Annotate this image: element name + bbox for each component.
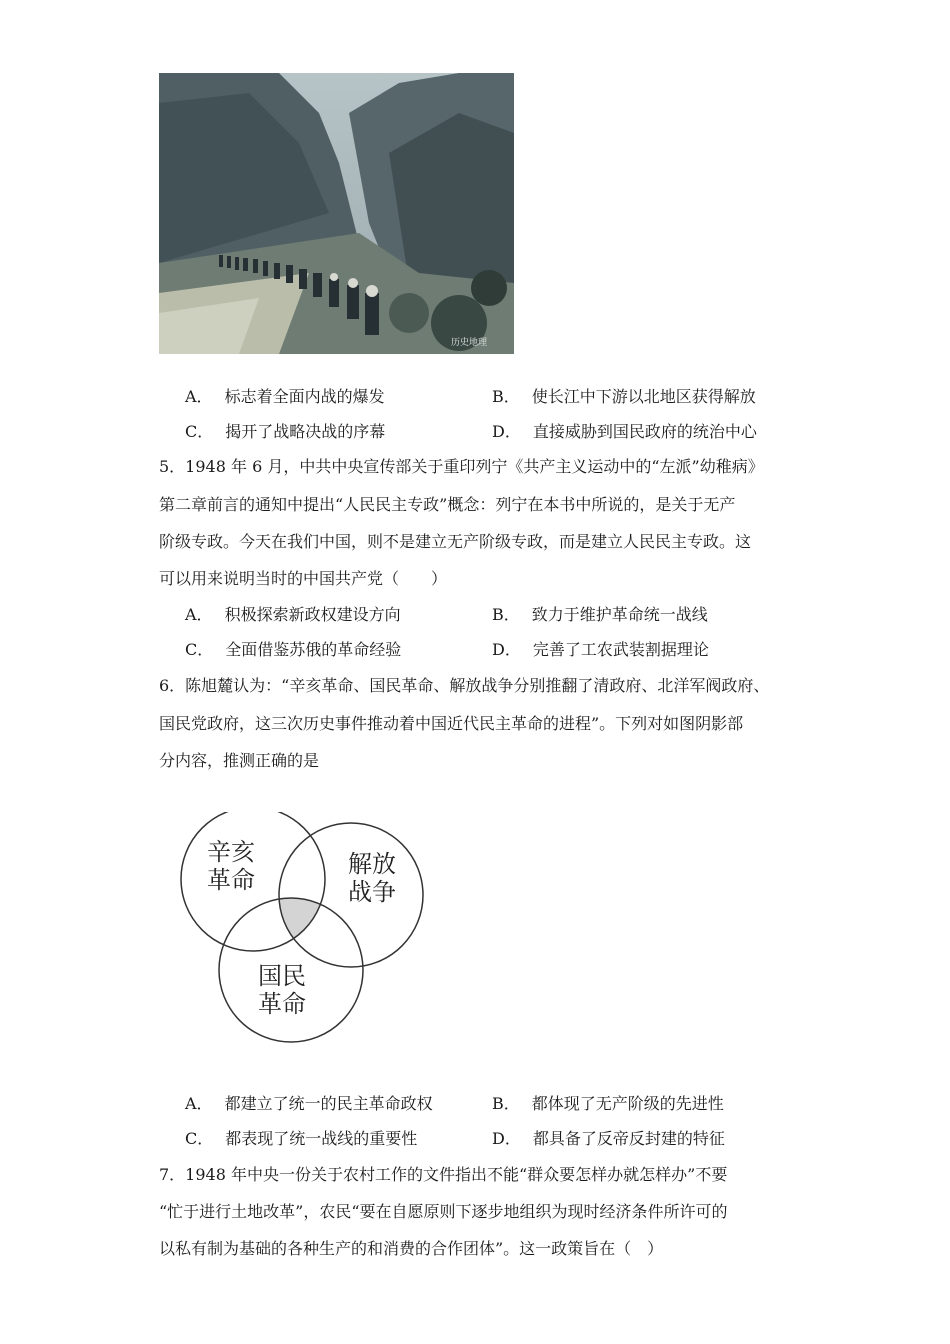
q5-stem-line: 5．1948 年 6 月，中共中央宣传部关于重印列宁《共产主义运动中的“左派”幼稚病》	[159, 457, 764, 476]
q6-stem-line: 6．陈旭麓认为：“辛亥革命、国民革命、解放战争分别推翻了清政府、北洋军阀政府、	[159, 676, 770, 695]
venn-label: 辛亥	[207, 838, 255, 866]
q7-stem-line: 以私有制为基础的各种生产的和消费的合作团体”。这一政策旨在（ ）	[159, 1239, 664, 1258]
venn-label: 解放	[348, 850, 396, 878]
q7-stem-line: “忙于进行土地改革”，农民“要在自愿原则下逐步地组织为现时经济条件所许可的	[159, 1202, 728, 1221]
q6-option-d[interactable]: D． 都具备了反帝反封建的特征	[492, 1129, 725, 1148]
q5-option-a[interactable]: A． 积极探索新政权建设方向	[185, 605, 401, 624]
q7-stem-line: 7．1948 年中央一份关于农村工作的文件指出不能“群众要怎样办就怎样办”不要	[159, 1165, 728, 1184]
photo-watermark: 历史地理	[451, 338, 488, 348]
q4-option-d[interactable]: D． 直接威胁到国民政府的统治中心	[492, 422, 757, 441]
q5-option-b[interactable]: B． 致力于维护革命统一战线	[492, 605, 708, 624]
q6-stem-line: 国民党政府，这三次历史事件推动着中国近代民主革命的进程”。下列对如图阴影部	[159, 714, 744, 733]
q6-stem-line: 分内容，推测正确的是	[159, 751, 320, 770]
q5-stem-line: 阶级专政。今天在我们中国，则不是建立无产阶级专政，而是建立人民民主专政。这	[159, 532, 752, 551]
q5-stem-line: 可以用来说明当时的中国共产党（ ）	[159, 569, 448, 588]
q6-option-a[interactable]: A． 都建立了统一的民主革命政权	[185, 1094, 433, 1113]
q4-option-b[interactable]: B． 使长江中下游以北地区获得解放	[492, 387, 756, 406]
q6-option-b[interactable]: B． 都体现了无产阶级的先进性	[492, 1094, 724, 1113]
venn-label: 革命	[207, 866, 255, 894]
historical-photo	[159, 73, 514, 354]
q4-option-c[interactable]: C． 揭开了战略决战的序幕	[185, 422, 386, 441]
q5-option-d[interactable]: D． 完善了工农武装割据理论	[492, 640, 709, 659]
q5-option-c[interactable]: C． 全面借鉴苏俄的革命经验	[185, 640, 402, 659]
q4-option-a[interactable]: A． 标志着全面内战的爆发	[185, 387, 385, 406]
venn-label: 国民	[258, 962, 306, 990]
venn-diagram	[165, 812, 445, 1052]
venn-label: 战争	[348, 878, 396, 906]
q6-option-c[interactable]: C． 都表现了统一战线的重要性	[185, 1129, 418, 1148]
q5-stem-line: 第二章前言的通知中提出“人民民主专政”概念：列宁在本书中所说的，是关于无产	[159, 495, 736, 514]
venn-label: 革命	[258, 990, 306, 1018]
